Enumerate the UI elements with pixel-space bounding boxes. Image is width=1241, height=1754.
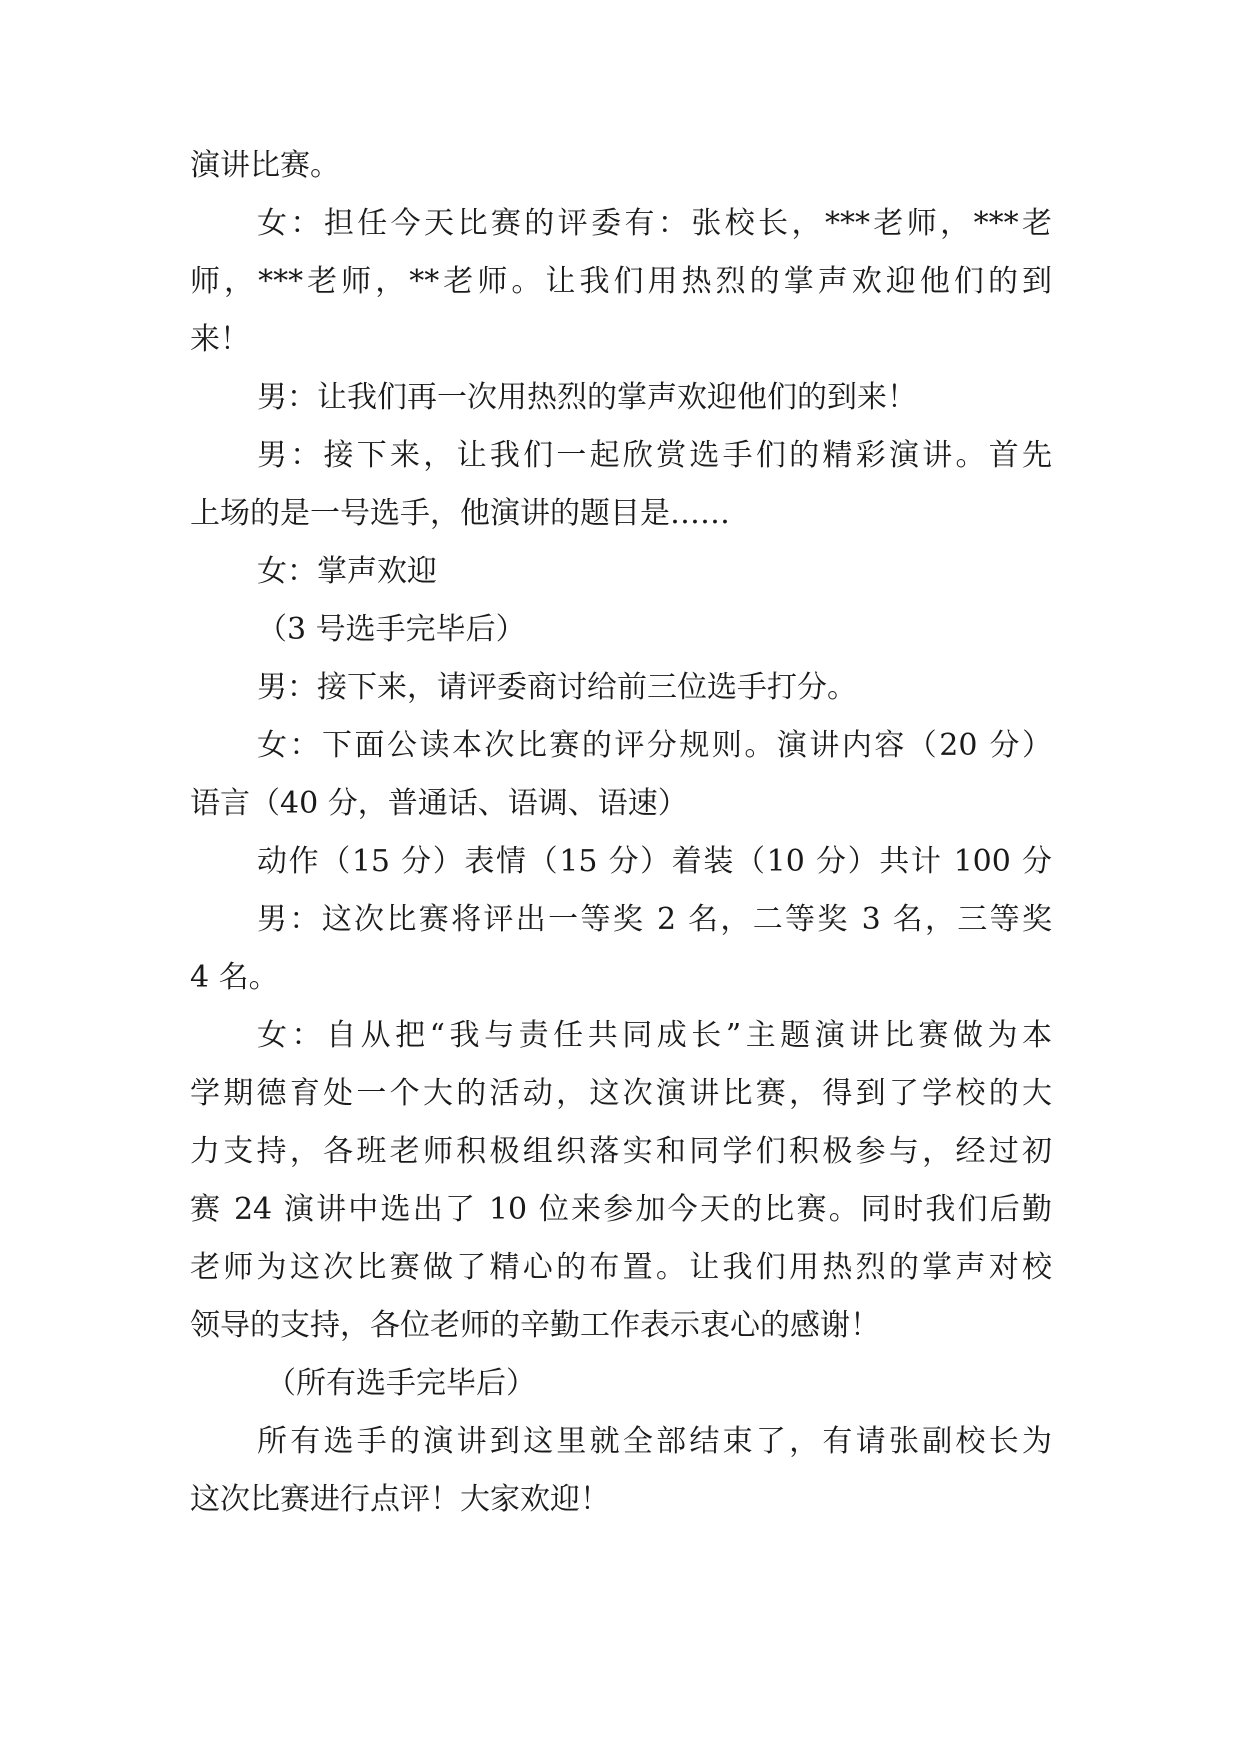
text-line: 男：接下来，请评委商讨给前三位选手打分。 bbox=[257, 670, 857, 705]
text-line: 这次比赛进行点评！大家欢迎！ bbox=[190, 1482, 610, 1517]
text-line: 老师为这次比赛做了精心的布置。让我们用热烈的掌声对校 bbox=[190, 1250, 1052, 1285]
text-line: 演讲比赛。 bbox=[190, 148, 340, 183]
text-line: 女：掌声欢迎 bbox=[257, 554, 437, 589]
text-line: 男：接下来，让我们一起欣赏选手们的精彩演讲。首先 bbox=[257, 438, 1052, 473]
text-line: 语言（40 分，普通话、语调、语速） bbox=[190, 786, 688, 821]
text-line: 女：自从把“我与责任共同成长”主题演讲比赛做为本 bbox=[257, 1018, 1052, 1053]
text-line: 男：让我们再一次用热烈的掌声欢迎他们的到来！ bbox=[257, 380, 917, 415]
text-line: （3 号选手完毕后） bbox=[257, 612, 526, 647]
text-line: （所有选手完毕后） bbox=[266, 1366, 536, 1401]
text-line: 女：担任今天比赛的评委有：张校长，***老师，***老 bbox=[257, 206, 1052, 241]
text-line: 赛 24 演讲中选出了 10 位来参加今天的比赛。同时我们后勤 bbox=[190, 1192, 1052, 1227]
text-line: 女：下面公读本次比赛的评分规则。演讲内容（20 分） bbox=[257, 728, 1052, 763]
text-line: 男：这次比赛将评出一等奖 2 名，二等奖 3 名，三等奖 bbox=[257, 902, 1052, 937]
text-line: 4 名。 bbox=[190, 960, 279, 995]
text-line: 师，***老师，**老师。让我们用热烈的掌声欢迎他们的到 bbox=[190, 264, 1052, 299]
text-line: 力支持，各班老师积极组织落实和同学们积极参与，经过初 bbox=[190, 1134, 1052, 1169]
text-line: 领导的支持，各位老师的辛勤工作表示衷心的感谢！ bbox=[190, 1308, 880, 1343]
text-line: 学期德育处一个大的活动，这次演讲比赛，得到了学校的大 bbox=[190, 1076, 1052, 1111]
text-line: 来！ bbox=[190, 322, 250, 357]
text-line: 上场的是一号选手，他演讲的题目是…… bbox=[190, 496, 730, 531]
text-line: 动作（15 分）表情（15 分）着装（10 分）共计 100 分 bbox=[257, 844, 1052, 879]
text-line: 所有选手的演讲到这里就全部结束了，有请张副校长为 bbox=[257, 1424, 1052, 1459]
